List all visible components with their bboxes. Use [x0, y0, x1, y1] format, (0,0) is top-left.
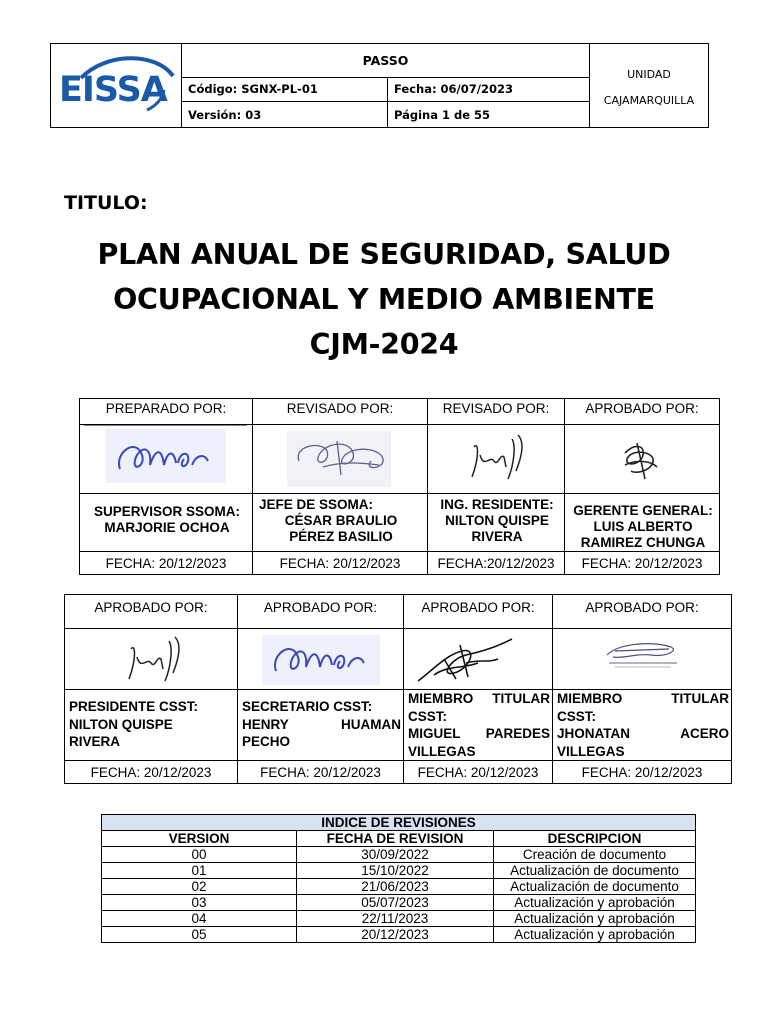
- signature-cell: [404, 629, 553, 690]
- approver-name: [253, 494, 428, 552]
- approver-fullname: RAMIREZ CHUNGA: [580, 535, 706, 550]
- table-row: [102, 911, 696, 927]
- revision-version: 01: [102, 863, 297, 879]
- approval-header: APROBADO POR:: [65, 595, 238, 629]
- signature-cell: [565, 425, 720, 494]
- table-row: [102, 927, 696, 943]
- logo-text: EISSA: [59, 70, 167, 110]
- header-info: [182, 44, 590, 127]
- approval-date: FECHA: 20/12/2023: [553, 761, 732, 784]
- approver-fullname: CÉSAR BRAULIO: [284, 513, 398, 528]
- page-number: Página 1 de 55: [394, 107, 491, 122]
- table-row: [102, 879, 696, 895]
- signature-cell: [80, 425, 253, 494]
- table-row: [102, 847, 696, 863]
- approval-date: FECHA: 20/12/2023: [238, 761, 404, 784]
- approver-fullname: MIGUEL PAREDES: [408, 726, 550, 741]
- revision-version: 05: [102, 927, 297, 943]
- approver-fullname: PÉREZ BASILIO: [289, 529, 393, 544]
- approver-role: ING. RESIDENTE:: [440, 497, 554, 512]
- approval-header: PREPARADO POR:: [80, 399, 253, 425]
- approver-fullname: JHONATAN ACERO: [557, 726, 729, 741]
- revision-description: Actualización de documento: [494, 863, 696, 879]
- revision-version: 04: [102, 911, 297, 927]
- column-header: VERSION: [102, 831, 297, 847]
- approver-name: [553, 690, 732, 761]
- approver-role: CSST:: [557, 708, 597, 724]
- revision-date: 22/11/2023: [297, 911, 494, 927]
- approver-fullname: RIVERA: [471, 529, 523, 544]
- approval-date: FECHA: 20/12/2023: [404, 761, 553, 784]
- revisions-caption: INDICE DE REVISIONES: [102, 815, 696, 831]
- approver-fullname: HENRY HUAMAN: [242, 716, 401, 732]
- approval-date: FECHA:20/12/2023: [428, 552, 565, 575]
- signature-cell: [65, 629, 238, 690]
- approver-fullname: VILLEGAS: [408, 743, 476, 759]
- document-date: Fecha: 06/07/2023: [394, 82, 513, 97]
- revision-date: 21/06/2023: [297, 879, 494, 895]
- approval-header: APROBADO POR:: [238, 595, 404, 629]
- approver-name: [80, 494, 253, 552]
- approver-fullname: MARJORIE OCHOA: [104, 520, 230, 535]
- approval-header: APROBADO POR:: [553, 595, 732, 629]
- signature-image: [428, 425, 565, 493]
- approver-role: CSST:: [408, 708, 448, 724]
- document-code: Código: SGNX-PL-01: [182, 78, 388, 102]
- approval-header: REVISADO POR:: [428, 399, 565, 425]
- column-header: DESCRIPCION: [494, 831, 696, 847]
- document-version: Versión: 03: [182, 102, 388, 127]
- approver-role: SUPERVISOR SSOMA:: [93, 504, 241, 519]
- approver-role: PRESIDENTE CSST:: [69, 699, 199, 714]
- unit-cell: [590, 44, 708, 127]
- approver-role: MIEMBRO TITULAR: [408, 691, 550, 706]
- approver-role: MIEMBRO TITULAR: [557, 691, 729, 706]
- signature-cell: [553, 629, 732, 690]
- approval-header: APROBADO POR:: [565, 399, 720, 425]
- approver-role: SECRETARIO CSST:: [242, 699, 373, 714]
- revision-description: Creación de documento: [494, 847, 696, 863]
- unit-name: CAJAMARQUILLA: [603, 94, 695, 107]
- approver-role: JEFE DE SSOMA:: [259, 497, 374, 512]
- signature-cell: [428, 425, 565, 494]
- approver-fullname: VILLEGAS: [557, 743, 625, 759]
- revision-date: 15/10/2022: [297, 863, 494, 879]
- revision-version: 03: [102, 895, 297, 911]
- approver-fullname: NILTON QUISPE: [69, 716, 173, 732]
- document-title: [40, 232, 728, 367]
- revision-date: 20/12/2023: [297, 927, 494, 943]
- approver-name: [65, 690, 238, 761]
- signature-image: [65, 629, 238, 689]
- revision-date: 05/07/2023: [297, 895, 494, 911]
- title-label: TITULO:: [64, 192, 148, 214]
- approver-role: GERENTE GENERAL:: [573, 503, 713, 518]
- approval-date: FECHA: 20/12/2023: [65, 761, 238, 784]
- approver-name: [428, 494, 565, 552]
- approval-date: FECHA: 20/12/2023: [253, 552, 428, 575]
- signature-image: [80, 425, 253, 493]
- revision-version: 00: [102, 847, 297, 863]
- document-header: [50, 43, 709, 128]
- approver-fullname: RIVERA: [69, 734, 121, 749]
- approval-header: REVISADO POR:: [253, 399, 428, 425]
- signature-image: [253, 425, 428, 493]
- approval-table-1: [79, 398, 720, 575]
- title-line-3: CJM-2024: [309, 328, 459, 361]
- title-line-1: PLAN ANUAL DE SEGURIDAD, SALUD: [97, 238, 671, 271]
- signature-image: [553, 629, 732, 689]
- revisions-table: [101, 814, 696, 943]
- revision-description: Actualización y aprobación: [494, 911, 696, 927]
- table-row: [102, 863, 696, 879]
- approver-fullname: LUIS ALBERTO: [593, 519, 693, 534]
- unit-label: UNIDAD: [627, 68, 671, 81]
- approver-name: [404, 690, 553, 761]
- signature-cell: [238, 629, 404, 690]
- signature-image: [404, 629, 553, 689]
- approval-date: FECHA: 20/12/2023: [80, 552, 253, 575]
- approval-header: APROBADO POR:: [404, 595, 553, 629]
- approver-fullname: NILTON QUISPE: [445, 513, 549, 528]
- revision-date: 30/09/2022: [297, 847, 494, 863]
- column-header: FECHA DE REVISION: [297, 831, 494, 847]
- approval-date: FECHA: 20/12/2023: [565, 552, 720, 575]
- approval-table-2: [64, 594, 732, 784]
- table-row: [102, 895, 696, 911]
- signature-image: [238, 629, 404, 689]
- approver-name: [565, 494, 720, 552]
- revision-description: Actualización de documento: [494, 879, 696, 895]
- revision-description: Actualización y aprobación: [494, 895, 696, 911]
- title-line-2: OCUPACIONAL Y MEDIO AMBIENTE: [113, 283, 655, 316]
- revision-description: Actualización y aprobación: [494, 927, 696, 943]
- company-logo: [51, 44, 182, 127]
- approver-fullname: PECHO: [242, 734, 291, 749]
- revision-version: 02: [102, 879, 297, 895]
- approver-name: [238, 690, 404, 761]
- signature-cell: [253, 425, 428, 494]
- signature-image: [565, 425, 720, 493]
- document-name: PASSO: [182, 44, 589, 78]
